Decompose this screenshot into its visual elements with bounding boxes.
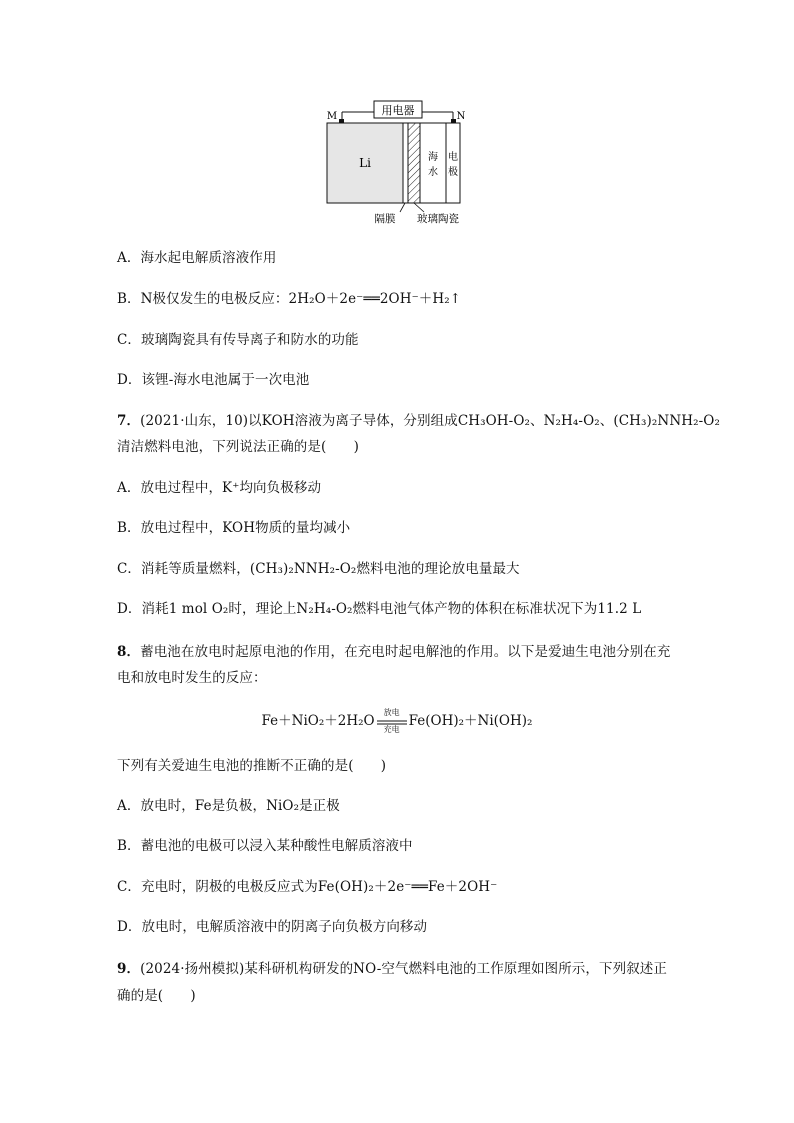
q9-stem-line-1 (117, 959, 667, 979)
seawater-label-1: 海 (428, 152, 438, 163)
q7-option-a: A．放电过程中，K⁺均向负极移动 (117, 480, 322, 496)
q8-option-d: D．放电时，电解质溶液中的阴离子向负极方向移动 (117, 919, 428, 935)
q8-arrow-bottom-label: 充电 (383, 724, 400, 734)
q9-number: 9． (117, 961, 141, 977)
q9-source: (2024·扬州模拟) (140, 961, 245, 977)
terminal-m (339, 119, 344, 123)
device-label: 用电器 (381, 104, 415, 117)
q8-stem-line-1 (117, 642, 671, 662)
q7-source: (2021·山东，10) (140, 413, 249, 429)
q6-option-b-equation: 2H₂O＋2e⁻══2OH⁻＋H₂↑ (288, 291, 462, 307)
terminal-n (451, 119, 456, 123)
q7-stem-1: 以KOH溶液为离子导体，分别组成CH₃OH-O₂、N₂H₄-O₂、(CH₃)₂NNH₂-O₂ (248, 413, 720, 429)
glass-ceramic (408, 123, 420, 203)
q8-option-a: A．放电时，Fe是负极，NiO₂是正极 (117, 798, 340, 814)
q6-option-b-prefix: B．N极仅发生的电极反应： (117, 291, 289, 307)
q8-arrow-top-label: 放电 (383, 707, 400, 717)
q9-stem-1: 某科研机构研发的NO-空气燃料电池的工作原理如图所示，下列叙述正 (244, 961, 668, 977)
q8-stem-1: 蓄电池在放电时起原电池的作用，在充电时起电解池的作用。以下是爱迪生电池分别在充 (140, 644, 671, 660)
q8-equation-left: Fe＋NiO₂＋2H₂O (261, 713, 375, 729)
li-label: Li (359, 156, 371, 170)
q8-option-b: B．蓄电池的电极可以浸入某种酸性电解质溶液中 (117, 838, 413, 854)
q8-stem-line-2: 电和放电时发生的反应： (117, 670, 267, 686)
n-label: N (456, 111, 466, 122)
q8-ask: 下列有关爱迪生电池的推断不正确的是( ) (117, 758, 387, 774)
q7-number: 7． (117, 413, 141, 429)
electrode-label-2: 极 (448, 167, 458, 178)
q9-stem-line-2: 确的是( ) (117, 988, 196, 1004)
q6-option-c: C．玻璃陶瓷具有传导离子和防水的功能 (117, 332, 359, 348)
q8-equation (0, 707, 794, 734)
battery-diagram (320, 98, 470, 228)
electrode-label-1: 电 (448, 152, 458, 163)
q8-reversible-arrow (375, 707, 409, 734)
membrane-label: 隔膜 (374, 213, 396, 225)
q6-option-d: D．该锂-海水电池属于一次电池 (117, 372, 310, 388)
q7-option-b: B．放电过程中，KOH物质的量均减小 (117, 520, 351, 536)
q6-option-b (117, 289, 461, 309)
q7-option-c: C．消耗等质量燃料，(CH₃)₂NNH₂-O₂燃料电池的理论放电量最大 (117, 561, 520, 577)
n-electrode (446, 123, 460, 203)
membrane (403, 123, 408, 203)
q8-number: 8． (117, 644, 141, 660)
seawater (420, 123, 446, 203)
q8-equation-right: Fe(OH)₂＋Ni(OH)₂ (408, 713, 533, 729)
q7-stem-line-2: 清洁燃料电池，下列说法正确的是( ) (117, 439, 359, 455)
q6-option-a: A．海水起电解质溶液作用 (117, 250, 277, 266)
q7-stem-line-1 (117, 411, 720, 431)
q7-option-d: D．消耗1 mol O₂时，理论上N₂H₄-O₂燃料电池气体产物的体积在标准状况下为11.2 L (117, 601, 642, 617)
seawater-label-2: 水 (428, 167, 438, 178)
membrane-leader (400, 203, 405, 212)
m-label: M (326, 111, 338, 122)
ceramic-label: 玻璃陶瓷 (417, 213, 459, 225)
q8-option-c: C．充电时，阴极的电极反应式为Fe(OH)₂＋2e⁻══Fe＋2OH⁻ (117, 879, 498, 895)
ceramic-leader (414, 203, 424, 212)
